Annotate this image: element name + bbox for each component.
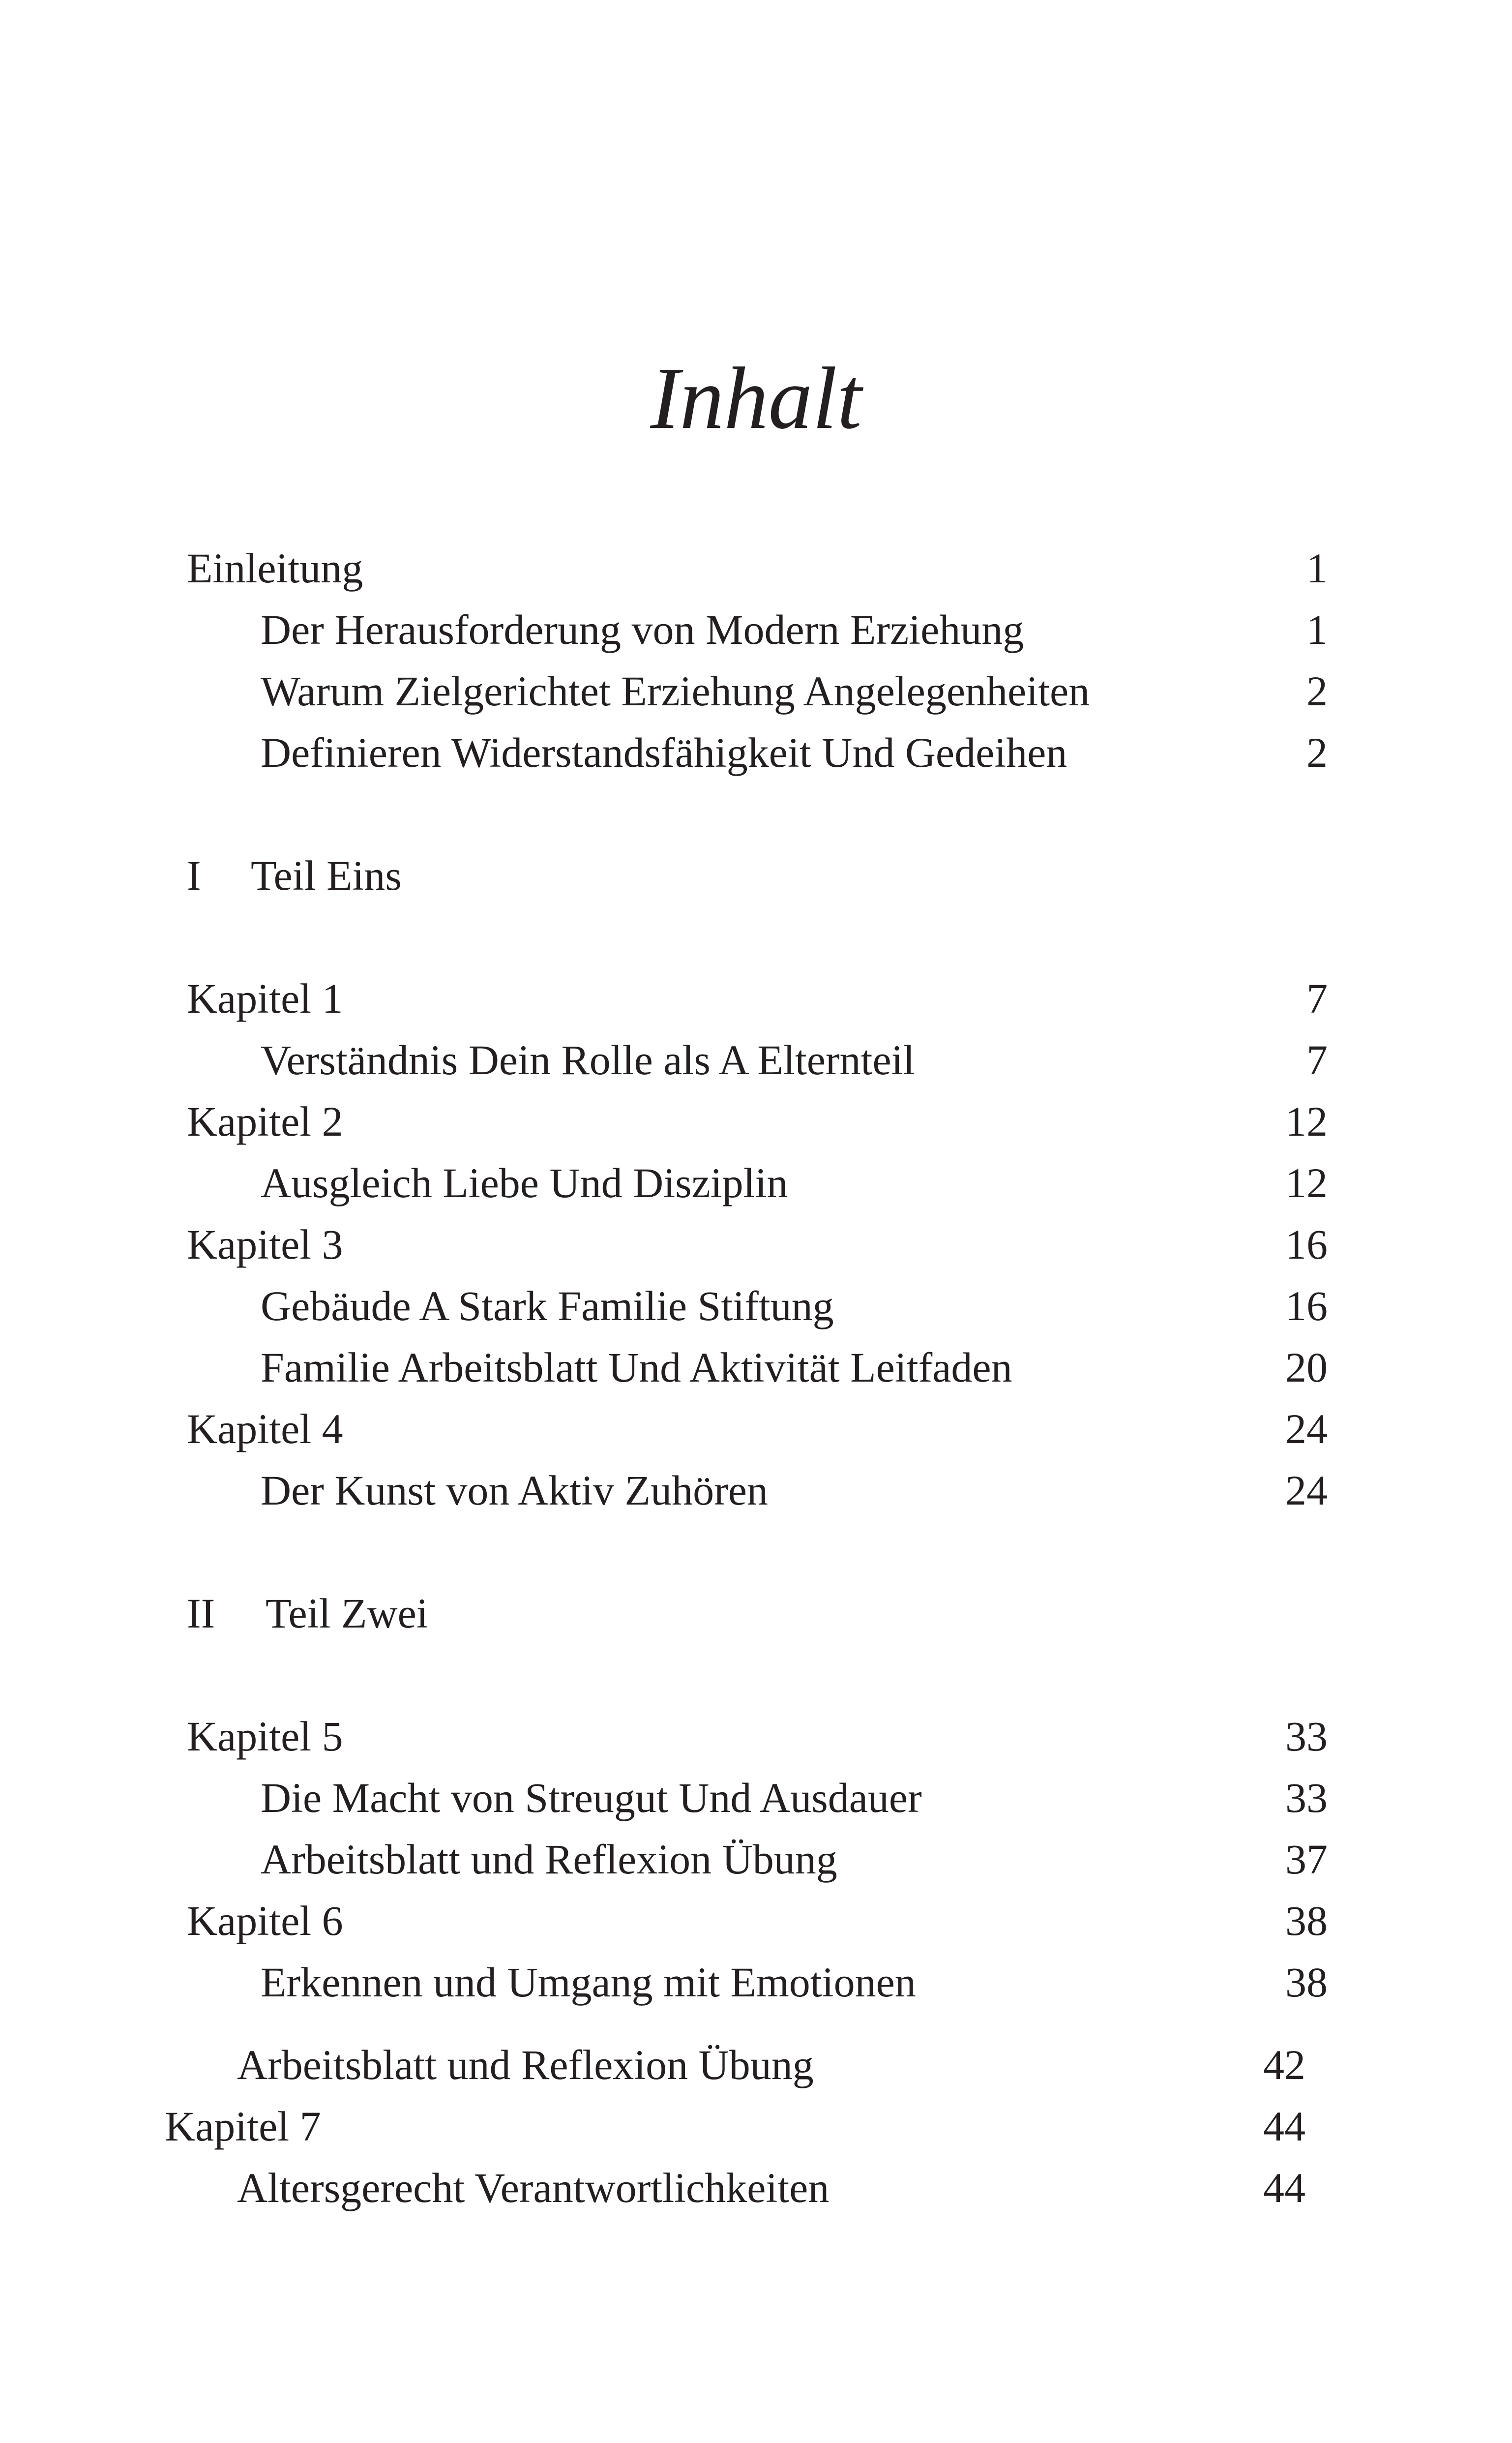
toc-chapter-entry bbox=[0, 2099, 1512, 2153]
section-title: Definieren Widerstandsfähigkeit Und Gedeihen bbox=[261, 729, 1067, 776]
page-number: 7 bbox=[1306, 1036, 1328, 1084]
toc-section-entry bbox=[0, 1279, 1512, 1333]
toc-section-entry bbox=[0, 664, 1512, 718]
section-title: Ausgleich Liebe Und Disziplin bbox=[261, 1159, 788, 1206]
page-number: 7 bbox=[1306, 975, 1328, 1022]
section-title: Arbeitsblatt und Reflexion Übung bbox=[261, 1836, 837, 1883]
page-number: 24 bbox=[1285, 1467, 1328, 1514]
toc-section-entry bbox=[0, 1771, 1512, 1825]
page-number: 44 bbox=[1263, 2164, 1305, 2211]
page-number: 12 bbox=[1285, 1159, 1328, 1206]
section-title: Erkennen und Umgang mit Emotionen bbox=[261, 1959, 916, 2006]
toc-chapter-entry bbox=[0, 1894, 1512, 1948]
section-title: Der Kunst von Aktiv Zuhören bbox=[261, 1467, 768, 1514]
chapter-label: Kapitel 4 bbox=[187, 1405, 343, 1452]
page-number: 1 bbox=[1306, 544, 1328, 592]
chapter-label: Kapitel 7 bbox=[165, 2103, 321, 2150]
page-number: 16 bbox=[1285, 1282, 1328, 1329]
toc-part-heading bbox=[0, 848, 1512, 903]
toc-section-entry bbox=[0, 1033, 1512, 1087]
toc-section-entry bbox=[0, 1463, 1512, 1517]
part-number: I bbox=[187, 852, 201, 899]
toc-part-heading bbox=[0, 1586, 1512, 1640]
toc-section-entry bbox=[0, 1156, 1512, 1210]
toc-section-entry bbox=[0, 2161, 1512, 2215]
toc-section-entry bbox=[0, 2038, 1512, 2092]
page-number: 38 bbox=[1285, 1897, 1328, 1944]
toc-chapter-entry bbox=[0, 1217, 1512, 1271]
page-number: 33 bbox=[1285, 1774, 1328, 1821]
toc-section-entry bbox=[0, 1832, 1512, 1886]
toc-section-entry bbox=[0, 1955, 1512, 2009]
chapter-label: Kapitel 5 bbox=[187, 1713, 343, 1760]
section-title: Verständnis Dein Rolle als A Elternteil bbox=[261, 1036, 915, 1084]
toc-chapter-entry bbox=[0, 971, 1512, 1025]
toc-chapter-entry bbox=[0, 541, 1512, 595]
toc-section-entry bbox=[0, 725, 1512, 780]
page-number: 2 bbox=[1306, 729, 1328, 776]
part-title: Teil Zwei bbox=[266, 1590, 428, 1637]
toc-section-entry bbox=[0, 603, 1512, 657]
page-number: 1 bbox=[1306, 606, 1328, 653]
chapter-label: Kapitel 3 bbox=[187, 1221, 343, 1268]
page-number: 33 bbox=[1285, 1713, 1328, 1760]
page-number: 20 bbox=[1285, 1344, 1328, 1391]
page-number: 16 bbox=[1285, 1221, 1328, 1268]
toc-chapter-entry bbox=[0, 1709, 1512, 1763]
section-title: Der Herausforderung von Modern Erziehung bbox=[261, 606, 1024, 653]
part-title: Teil Eins bbox=[251, 852, 402, 899]
section-title: Warum Zielgerichtet Erziehung Angelegenheiten bbox=[261, 667, 1090, 715]
part-number: II bbox=[187, 1590, 215, 1637]
section-title: Arbeitsblatt und Reflexion Übung bbox=[237, 2041, 814, 2088]
toc-section-entry bbox=[0, 1340, 1512, 1394]
page-number: 44 bbox=[1263, 2103, 1305, 2150]
page-number: 37 bbox=[1285, 1836, 1328, 1883]
section-title: Gebäude A Stark Familie Stiftung bbox=[261, 1282, 834, 1329]
page-number: 42 bbox=[1263, 2041, 1305, 2088]
chapter-label: Kapitel 6 bbox=[187, 1897, 343, 1944]
page-number: 12 bbox=[1285, 1098, 1328, 1145]
page-number: 2 bbox=[1306, 667, 1328, 715]
section-title: Familie Arbeitsblatt Und Aktivität Leitfaden bbox=[261, 1344, 1012, 1391]
page-number: 24 bbox=[1285, 1405, 1328, 1452]
page-title: Inhalt bbox=[650, 349, 862, 447]
chapter-label: Einleitung bbox=[187, 544, 363, 592]
toc-chapter-entry bbox=[0, 1094, 1512, 1148]
toc-chapter-entry bbox=[0, 1402, 1512, 1456]
chapter-label: Kapitel 2 bbox=[187, 1098, 343, 1145]
chapter-label: Kapitel 1 bbox=[187, 975, 343, 1022]
page-number: 38 bbox=[1285, 1959, 1328, 2006]
section-title: Altersgerecht Verantwortlichkeiten bbox=[237, 2164, 830, 2211]
section-title: Die Macht von Streugut Und Ausdauer bbox=[261, 1774, 922, 1821]
